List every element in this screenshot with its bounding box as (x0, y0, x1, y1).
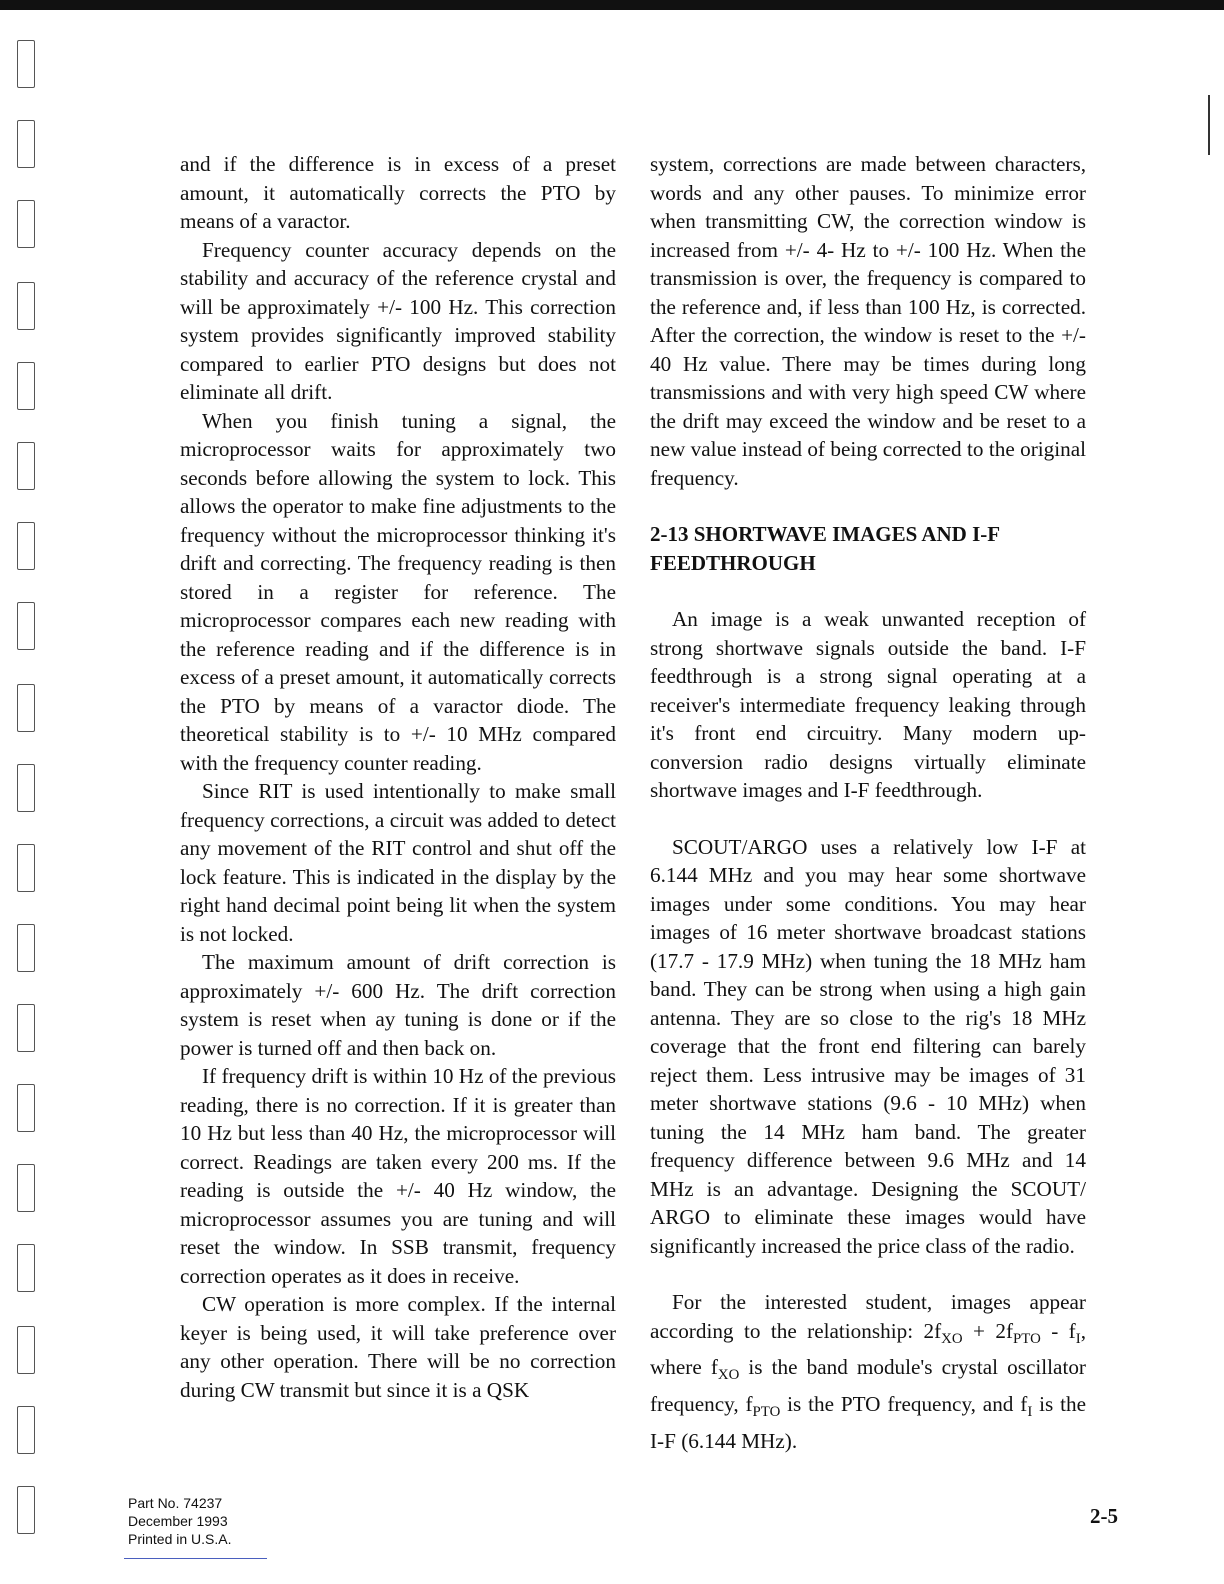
subscript: XO (717, 1367, 740, 1384)
binder-hole (17, 442, 35, 490)
subscript: I (1027, 1404, 1033, 1421)
binder-hole (17, 764, 35, 812)
binder-hole (17, 362, 35, 410)
right-column (650, 150, 1086, 1455)
left-column (180, 150, 616, 1404)
subscript: PTO (1013, 1330, 1041, 1347)
text-run: For the interested student, images appear according to the relationship: 2f (650, 1290, 1086, 1343)
printed-in: Printed in U.S.A. (128, 1531, 232, 1547)
binder-hole (17, 522, 35, 570)
binder-hole (17, 684, 35, 732)
subscript: PTO (752, 1404, 781, 1421)
binder-hole (17, 924, 35, 972)
binder-hole (17, 844, 35, 892)
paragraph: Since RIT is used intentionally to make small frequency corrections, a circuit was added to detect any movement of the RIT control and shut off the lock feature. This is indicated in the display by the right hand decimal point being lit when the system is not locked. (180, 779, 616, 946)
spacer (650, 805, 1086, 833)
spacer (650, 1260, 1086, 1288)
binder-hole (17, 1004, 35, 1052)
part-number: Part No. 74237 (128, 1495, 223, 1511)
paragraph: An image is a weak unwanted reception of strong shortwave signals outside the band. I-F feedthrough is a strong signal operating at a receiver's intermediate frequency leaking through it's front end circuitry. Many modern up-conversion radio designs virtually eliminate shortwave images and I-F feedthrough. (650, 607, 1086, 802)
formula-paragraph (650, 1288, 1086, 1455)
subscript: I (1075, 1330, 1081, 1347)
text-run: is the band module's crystal oscillator frequency, f (650, 1355, 1086, 1416)
text-run: is the I-F (6.144 MHz). (650, 1391, 1086, 1453)
binder-hole (17, 1244, 35, 1292)
text-run: - f (1040, 1318, 1076, 1343)
binder-hole (17, 1406, 35, 1454)
binder-hole (17, 200, 35, 248)
binder-hole (17, 1084, 35, 1132)
paragraph: system, corrections are made between characters, words and any other pauses. To minimize error when transmitting CW, the correction window is increased from +/- 4- Hz to +/- 100 Hz. When the transmission is over, the frequency is compared to the reference and, if less than 100 Hz, is corrected. After the correction, the window is reset to the +/- 40 Hz value. There may be times during long transmissions and with very high speed CW where the drift may exceed the window and be reset to a new value instead of being corrected to the original frequency. (650, 152, 1086, 490)
page-number: 2-5 (1090, 1504, 1118, 1528)
binder-hole (17, 40, 35, 88)
binder-hole (17, 602, 35, 650)
paragraph: CW operation is more complex. If the internal keyer is being used, it will take preference over any other operation. There will be no correction during CW transmit but since it is a QSK (180, 1292, 616, 1402)
footer-info (128, 1494, 232, 1548)
paragraph: SCOUT/ARGO uses a relatively low I-F at 6.144 MHz and you may hear some shortwave images under some conditions. You may hear images of 16 meter shortwave broadcast stations (17.7 - 17.9 MHz) when tuning the 18 MHz ham band. They can be strong when using a high gain antenna. They are so close to the rig's 18 MHz coverage that the front end filtering can barely reject them. Less intrusive may be images of 31 meter shortwave stations (9.6 - 10 MHz) when tuning the 14 MHz ham band. The greater frequency difference between 9.6 MHz and 14 MHz is an advantage. Designing the SCOUT/ ARGO to eliminate these images would have significantly increased the price class of the radio. (650, 834, 1086, 1258)
footer-line (124, 1558, 267, 1559)
text-run: + 2f (962, 1318, 1014, 1343)
text-run: is the PTO frequency, and f (780, 1391, 1028, 1416)
binder-hole (17, 120, 35, 168)
binder-hole (17, 282, 35, 330)
paragraph: Frequency counter accuracy depends on the stability and accuracy of the reference crystal and will be approximately +/- 100 Hz. This correction system provides significantly improved stability compared to earlier PTO designs but does not eliminate all drift. (180, 237, 616, 404)
binder-hole (17, 1486, 35, 1534)
margin-rule (1208, 95, 1210, 155)
section-heading: 2-13 SHORTWAVE IMAGES AND I-F FEEDTHROUGH (650, 522, 1000, 575)
paragraph: and if the difference is in excess of a preset amount, it automatically corrects the PTO by means of a varactor. (180, 152, 616, 233)
binder-hole (17, 1164, 35, 1212)
paragraph: If frequency drift is within 10 Hz of the previous reading, there is no correction. If it is greater than 10 Hz but less than 40 Hz, the microprocessor will correct. Readings are taken every 200 ms. If the reading is outside the +/- 40 Hz window, the microprocessor assumes you are tuning and will reset the window. In SSB transmit, frequency correction operates as it does in receive. (180, 1064, 616, 1288)
text-run: , where f (650, 1318, 1086, 1380)
paragraph: The maximum amount of drift correction is approximately +/- 600 Hz. The drift correction system is reset when ay tuning is done or if the power is turned off and then back on. (180, 950, 616, 1060)
subscript: XO (941, 1330, 963, 1347)
binder-hole (17, 1326, 35, 1374)
paragraph: When you finish tuning a signal, the microprocessor waits for approximately two seconds before allowing the system to lock. This allows the operator to make fine adjustments to the frequency without the microprocessor thinking it's drift and correcting. The frequency reading is then stored in a register for reference. The microprocessor compares each new reading with the reference reading and if the difference is in excess of a preset amount, it automatically corrects the PTO by means of a varactor diode. The theoretical stability is to +/- 10 MHz compared with the frequency counter reading. (180, 408, 616, 775)
top-edge-bar (0, 0, 1224, 10)
print-date: December 1993 (128, 1513, 228, 1529)
